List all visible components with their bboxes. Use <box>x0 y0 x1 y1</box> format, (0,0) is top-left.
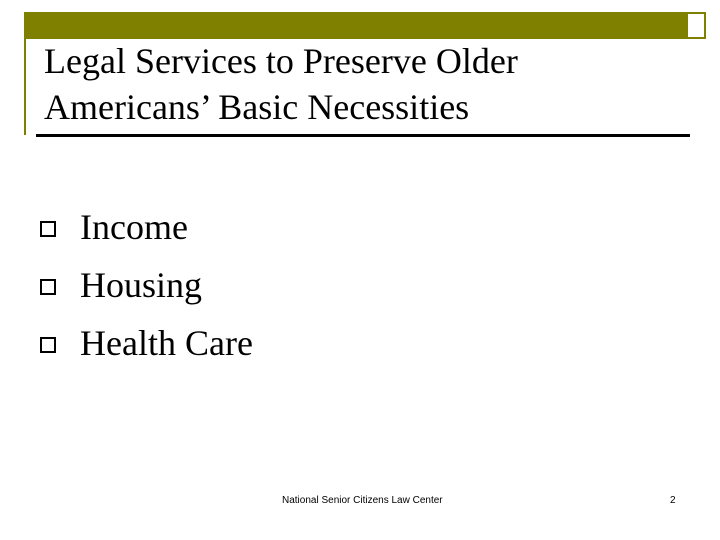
square-bullet-icon <box>40 337 56 353</box>
bullet-text: Housing <box>80 265 203 305</box>
title-line-2: Americans’ Basic Necessities <box>44 87 470 127</box>
title-divider <box>36 134 690 137</box>
slide-title <box>44 38 684 130</box>
page-number: 2 <box>670 495 676 506</box>
slide-footer: National Senior Citizens Law Center <box>282 495 443 506</box>
bullet-text: Health Care <box>80 323 253 363</box>
title-line-1: Legal Services to Preserve Older <box>44 41 518 81</box>
bullet-item <box>40 198 253 256</box>
bullet-item <box>40 256 253 314</box>
header-accent-bar <box>24 12 686 39</box>
bullet-text: Income <box>80 207 188 247</box>
square-bullet-icon <box>40 221 56 237</box>
header-accent-square <box>686 12 706 39</box>
square-bullet-icon <box>40 279 56 295</box>
bullet-list <box>40 198 253 372</box>
title-accent-bar <box>24 39 26 135</box>
bullet-item <box>40 314 253 372</box>
